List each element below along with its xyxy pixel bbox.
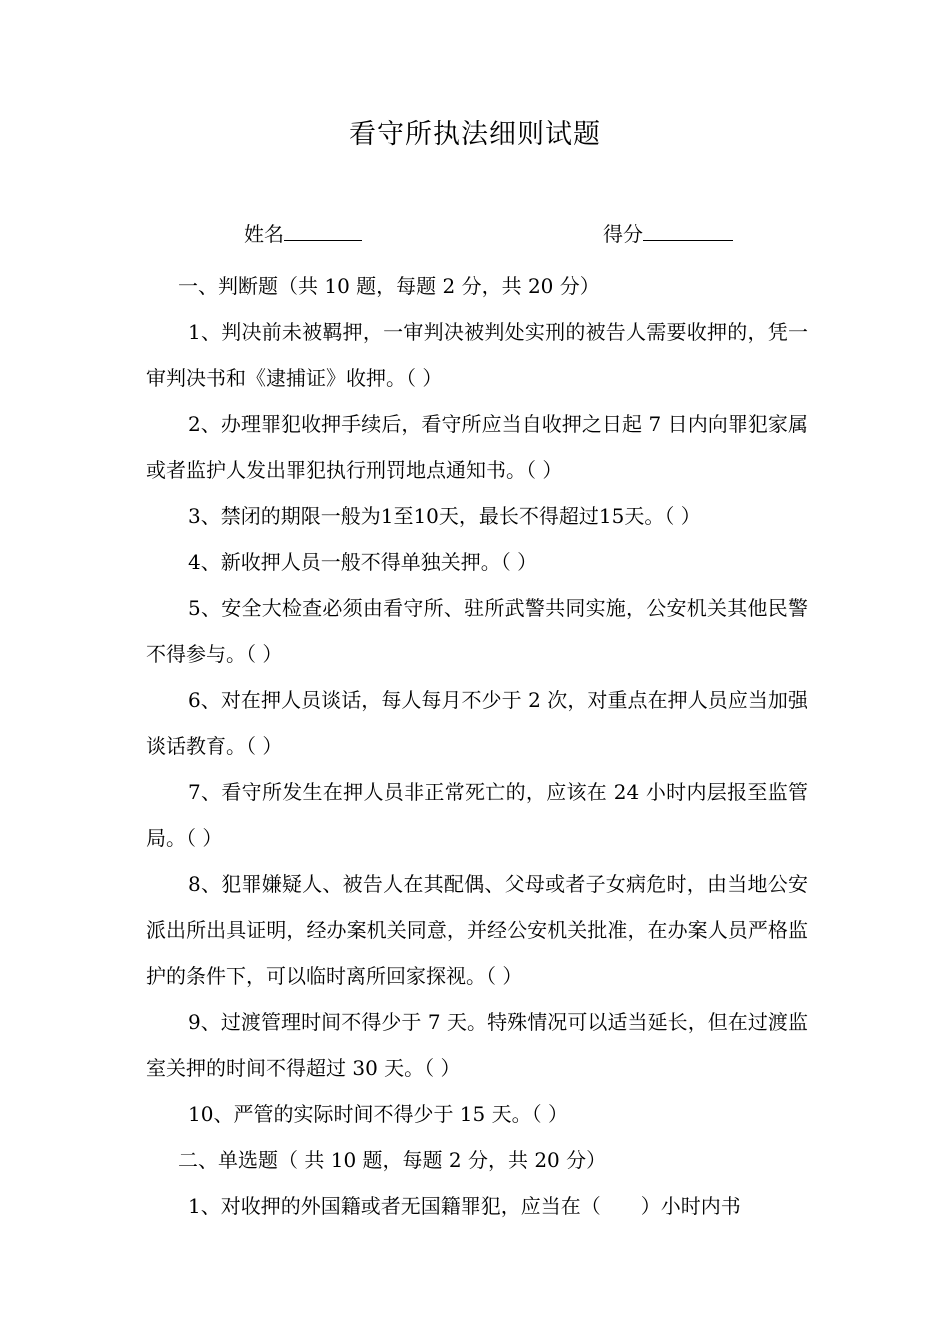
name-blank	[284, 220, 362, 241]
name-field	[244, 218, 362, 247]
document-title: 看守所执法细则试题	[349, 119, 601, 150]
name-label: 姓名	[244, 222, 284, 246]
question-item: 8、犯罪嫌疑人、被告人在其配偶、父母或者子女病危时，由当地公安派出所出具证明，经办案机关同意，并经公安机关批准，在办案人员严格监护的条件下，可以临时离所回家探视。（ ）	[146, 872, 808, 988]
score-field	[603, 218, 733, 247]
question-item: 3、禁闭的期限一般为1至10天，最长不得超过15天。（ ）	[188, 504, 701, 528]
question-item: 6、对在押人员谈话，每人每月不少于 2 次，对重点在押人员应当加强谈话教育。（ ）	[146, 688, 808, 758]
question-item: 2、办理罪犯收押手续后，看守所应当自收押之日起 7 日内向罪犯家属或者监护人发出罪犯执行刑罚地点通知书。（ ）	[146, 412, 808, 482]
question-item: 9、过渡管理时间不得少于 7 天。特殊情况可以适当延长，但在过渡监室关押的时间不得超过 30 天。（ ）	[146, 1010, 808, 1080]
question-item: 7、看守所发生在押人员非正常死亡的，应该在 24 小时内层报至监管局。（ ）	[146, 780, 808, 850]
score-blank	[643, 220, 733, 241]
question-item: 4、新收押人员一般不得单独关押。（ ）	[188, 550, 538, 574]
question-item: 5、安全大检查必须由看守所、驻所武警共同实施，公安机关其他民警不得参与。（ ）	[146, 596, 808, 666]
section-heading-true-false: 一、判断题（共 10 题，每题 2 分，共 20 分）	[178, 274, 600, 298]
score-label: 得分	[603, 222, 643, 246]
question-item: 1、对收押的外国籍或者无国籍罪犯，应当在（ ）小时内书	[188, 1194, 741, 1218]
exam-content	[146, 263, 808, 1229]
question-item: 1、判决前未被羁押，一审判决被判处实刑的被告人需要收押的，凭一审判决书和《逮捕证》收押。（ ）	[146, 320, 808, 390]
question-item: 10、严管的实际时间不得少于 15 天。（ ）	[188, 1102, 568, 1126]
section-heading-single-choice: 二、单选题（ 共 10 题，每题 2 分，共 20 分）	[178, 1148, 607, 1172]
